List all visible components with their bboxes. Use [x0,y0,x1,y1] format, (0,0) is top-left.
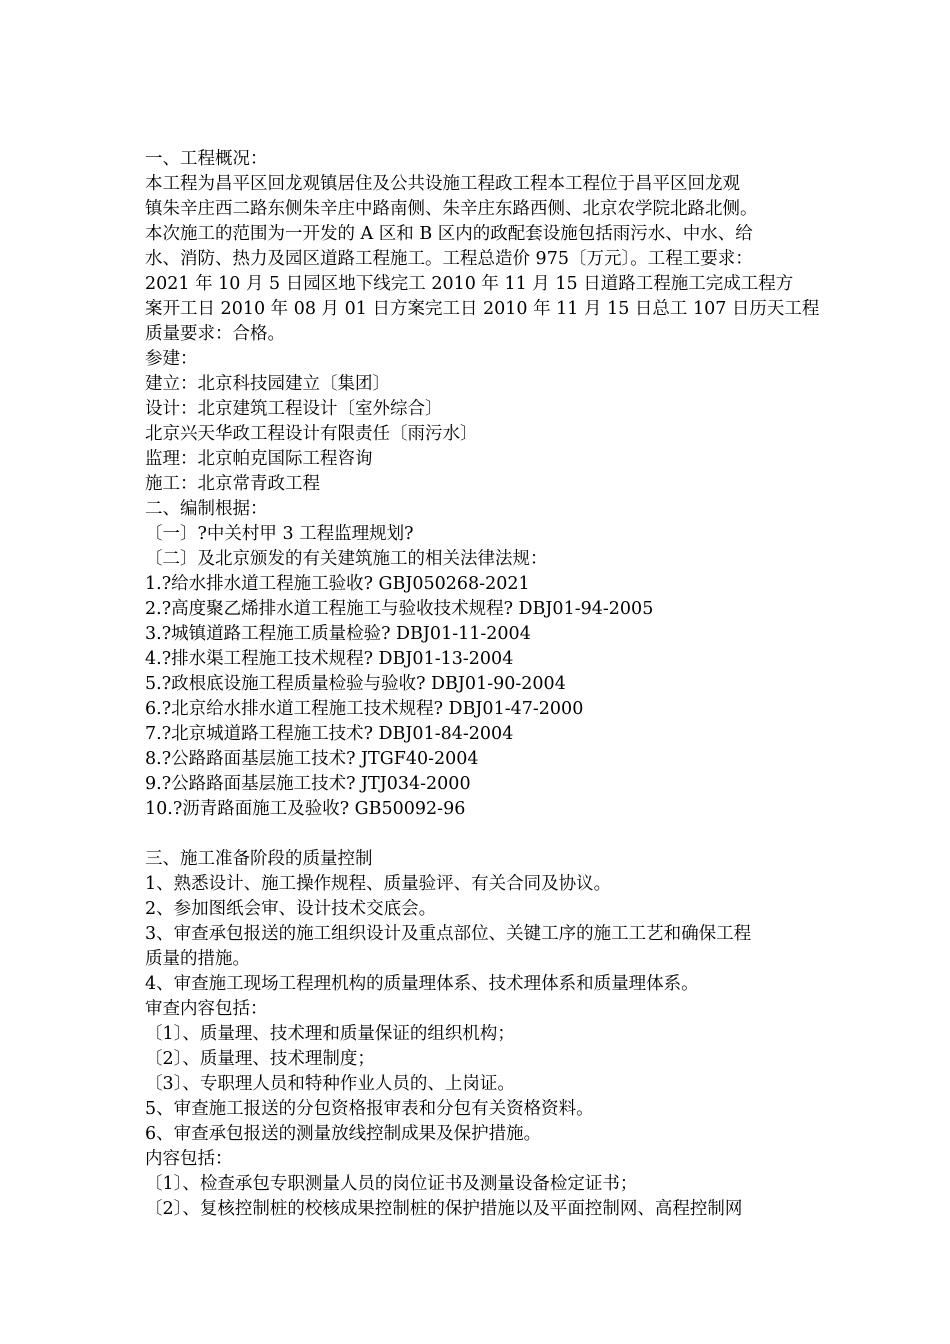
standard-list-item: 1.?给水排水道工程施工验收? GBJ050268-2021 [145,574,530,594]
standard-list-item: 8.?公路路面基层施工技术? JTGF40-2004 [145,749,479,769]
document-body [145,147,825,1222]
standard-list-item: 7.?北京城道路工程施工技术? DBJ01-84-2004 [145,724,514,744]
standard-list-item: 5.?政根底设施工程质量检验与验收? DBJ01-90-2004 [145,674,566,694]
sub-item: 〔1〕、质量理、技术理和质量保证的组织机构； [145,1024,515,1044]
sub-item: 〔2〕、复核控制桩的校核成果控制桩的保护措施以及平面控制网、高程控制网 [145,1199,743,1219]
sub-heading: 内容包括： [145,1149,233,1169]
numbered-item: 1、熟悉设计、施工操作规程、质量验评、有关合同及协议。 [145,874,612,894]
basis-item: 〔二〕及北京颁发的有关建筑施工的相关法律法规： [145,549,548,569]
sub-item: 〔2〕、质量理、技术理制度； [145,1049,375,1069]
basis-item: 〔一〕?中关村甲 3 工程监理规划? [145,524,414,544]
paragraph-line: 水、消防、热力及园区道路工程施工。工程总造价 975〔万元〕。工程工要求： [145,249,753,269]
section-heading-quality-control: 三、施工准备阶段的质量控制 [145,849,373,869]
paragraph-line: 本工程为昌平区回龙观镇居住及公共设施工程政工程本工程位于昌平区回龙观 [145,174,740,194]
numbered-item: 4、审查施工现场工程理机构的质量理体系、技术理体系和质量理体系。 [145,974,699,994]
sub-item: 〔1〕、检查承包专职测量人员的岗位证书及测量设备检定证书； [145,1174,638,1194]
standard-list-item: 2.?高度聚乙烯排水道工程施工与验收技术规程? DBJ01-94-2005 [145,599,654,619]
participant-line: 监理：北京帕克国际工程咨询 [145,449,373,469]
standard-list-item: 4.?排水渠工程施工技术规程? DBJ01-13-2004 [145,649,514,669]
paragraph-line: 本次施工的范围为一开发的 A 区和 B 区内的政配套设施包括雨污水、中水、给 [145,224,753,244]
participant-line: 北京兴天华政工程设计有限责任〔雨污水〕 [145,424,478,444]
numbered-item: 2、参加图纸会审、设计技术交底会。 [145,899,437,919]
numbered-item: 3、审查承包报送的施工组织设计及重点部位、关键工序的施工工艺和确保工程 [145,924,752,944]
section-heading-overview: 一、工程概况： [145,149,268,169]
numbered-item: 5、审查施工报送的分包资格报审表和分包有关资格资料。 [145,1099,594,1119]
paragraph-line: 2021 年 10 月 5 日园区地下线完工 2010 年 11 月 15 日道路工程施工完成工程方 [145,274,794,294]
paragraph-line: 案开工日 2010 年 08 月 01 日方案完工日 2010 年 11 月 15 日总工 107 日历天工程 [145,299,820,319]
standard-list-item: 10.?沥青路面施工及验收? GB50092-96 [145,799,466,819]
section-heading-basis: 二、编制根据： [145,499,268,519]
numbered-item: 6、审查承包报送的测量放线控制成果及保护措施。 [145,1124,542,1144]
participant-line: 施工：北京常青政工程 [145,474,320,494]
standard-list-item: 3.?城镇道路工程施工质量检验? DBJ01-11-2004 [145,624,531,644]
standard-list-item: 6.?北京给水排水道工程施工技术规程? DBJ01-47-2000 [145,699,584,719]
participants-heading: 参建： [145,349,198,369]
standard-list-item: 9.?公路路面基层施工技术? JTJ034-2000 [145,774,471,794]
paragraph-line: 镇朱辛庄西二路东侧朱辛庄中路南侧、朱辛庄东路西侧、北京农学院北路北侧。 [145,199,758,219]
blank-line [145,822,825,847]
paragraph-line: 质量要求：合格。 [145,324,285,344]
numbered-item-continuation: 质量的措施。 [145,949,250,969]
sub-heading: 审查内容包括： [145,999,268,1019]
sub-item: 〔3〕、专职理人员和特种作业人员的、上岗证。 [145,1074,515,1094]
participant-line: 建立：北京科技园建立〔集团〕 [145,374,390,394]
participant-line: 设计：北京建筑工程设计〔室外综合〕 [145,399,443,419]
